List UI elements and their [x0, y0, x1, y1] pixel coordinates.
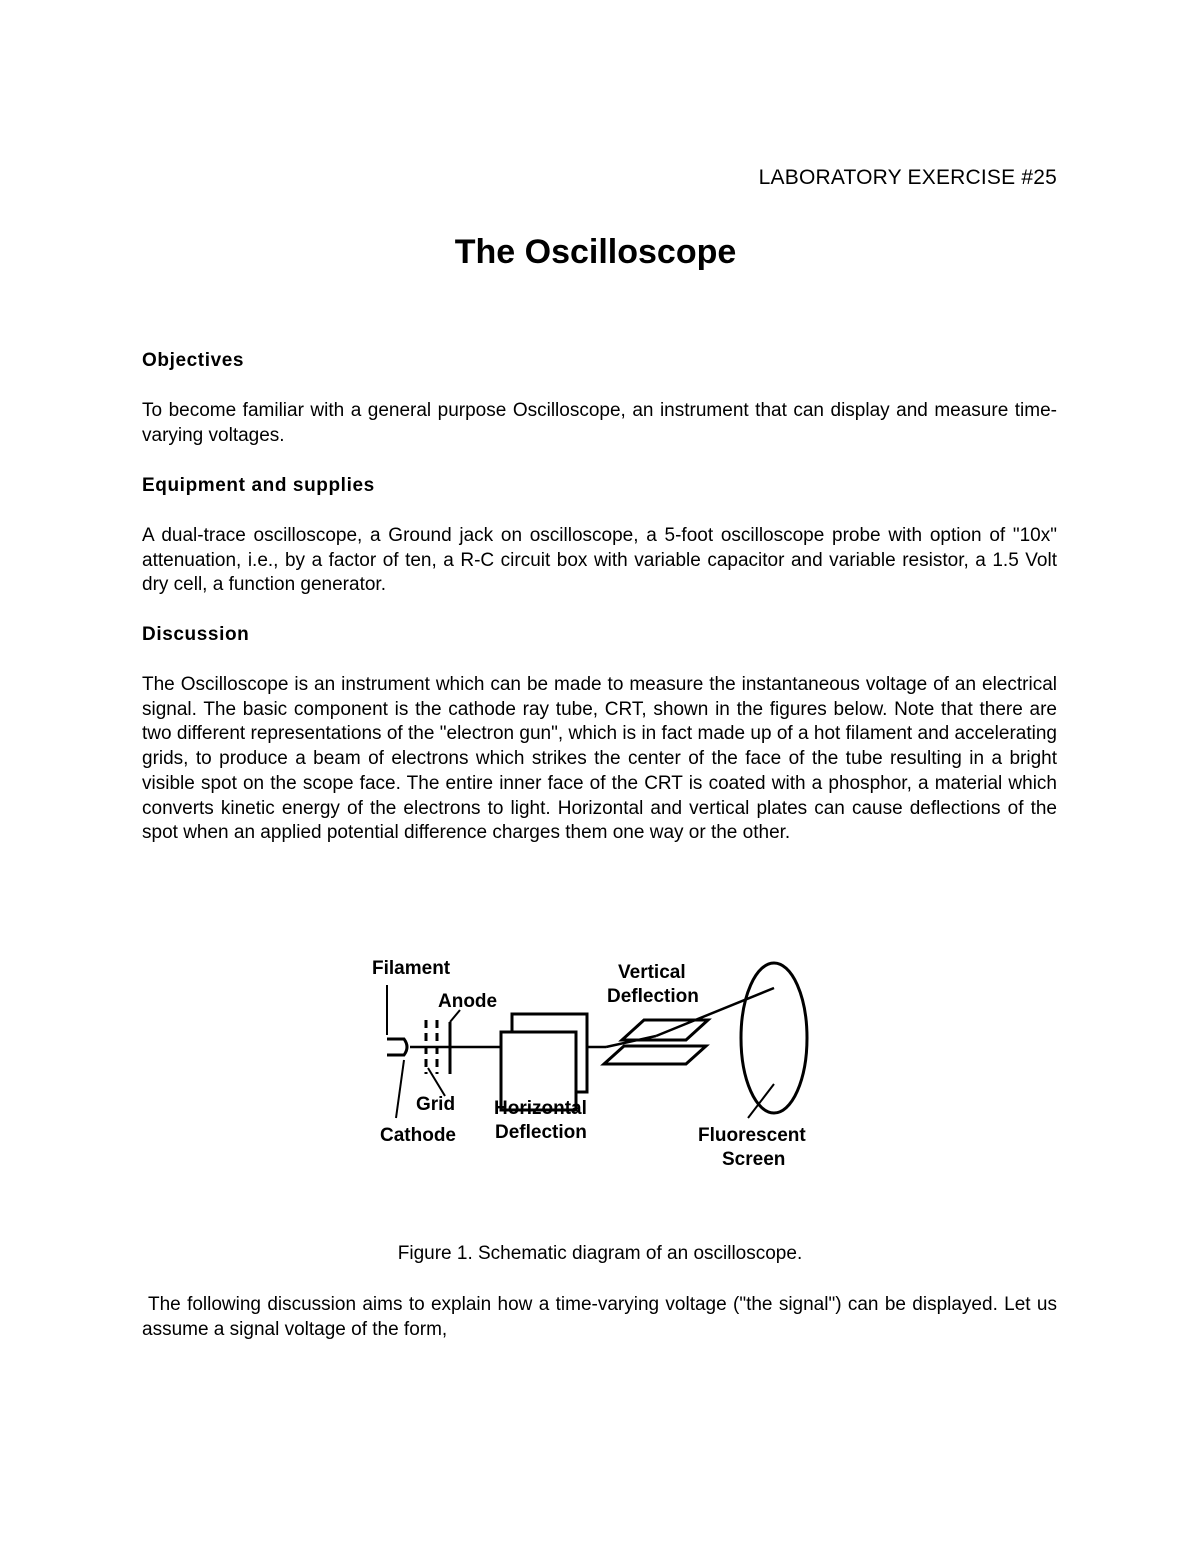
- label-vertical-1: Vertical: [618, 962, 686, 983]
- cathode-leader-line: [396, 1060, 404, 1118]
- cathode-shape: [387, 1039, 407, 1055]
- fluorescent-screen: [741, 963, 807, 1113]
- closing-text: The following discussion aims to explain how a time-varying voltage ("the signal") can be displayed. Let us assume a signal voltage of the form,: [142, 1294, 1057, 1340]
- discussion-text: The Oscilloscope is an instrument which can be made to measure the instantaneous voltage of an electrical signal. The basic component is the cathode ray tube, CRT, shown in the figures below. Note that there are two different representations of the "electron gun", which is in fact made up of a hot filament and accelerating grids, to produce a beam of electrons which strikes the center of the face of the tube resulting in a bright visible spot on the scope face. The entire inner face of the CRT is coated with a phosphor, a material which converts kinetic energy of the electrons to light. Horizontal and vertical plates can cause deflections of the spot when an applied potential difference charges them one way or the other.: [142, 674, 1057, 844]
- vertical-plate-top: [622, 1020, 708, 1040]
- page-title: The Oscilloscope: [454, 233, 737, 271]
- label-screen-1: Fluorescent: [698, 1125, 806, 1146]
- label-cathode: Cathode: [380, 1125, 456, 1146]
- label-filament: Filament: [372, 958, 451, 979]
- equipment-heading: Equipment and supplies: [142, 475, 375, 496]
- label-vertical-2: Deflection: [607, 986, 699, 1007]
- objectives-text: To become familiar with a general purpose Oscilloscope, an instrument that can display and measure time-varying voltages.: [142, 400, 1057, 446]
- label-grid: Grid: [416, 1094, 456, 1115]
- crt-schematic-diagram: [360, 950, 830, 1180]
- label-anode: Anode: [438, 991, 498, 1012]
- vertical-plate-bottom: [604, 1046, 706, 1064]
- label-screen-2: Screen: [722, 1149, 786, 1170]
- figure-caption: Figure 1. Schematic diagram of an oscilloscope.: [397, 1243, 803, 1264]
- equipment-text: A dual-trace oscilloscope, a Ground jack on oscilloscope, a 5-foot oscilloscope probe with option of "10x" attenuation, i.e., by a factor of ten, a R-C circuit box with variable capacitor and variable resistor, a 1.5 Volt dry cell, a function generator.: [142, 525, 1057, 596]
- label-horizontal-1: Horizontal: [494, 1098, 587, 1119]
- label-horizontal-2: Deflection: [495, 1122, 587, 1143]
- lab-exercise-label: LABORATORY EXERCISE #25: [758, 166, 1057, 189]
- discussion-heading: Discussion: [142, 624, 250, 645]
- objectives-heading: Objectives: [142, 350, 245, 371]
